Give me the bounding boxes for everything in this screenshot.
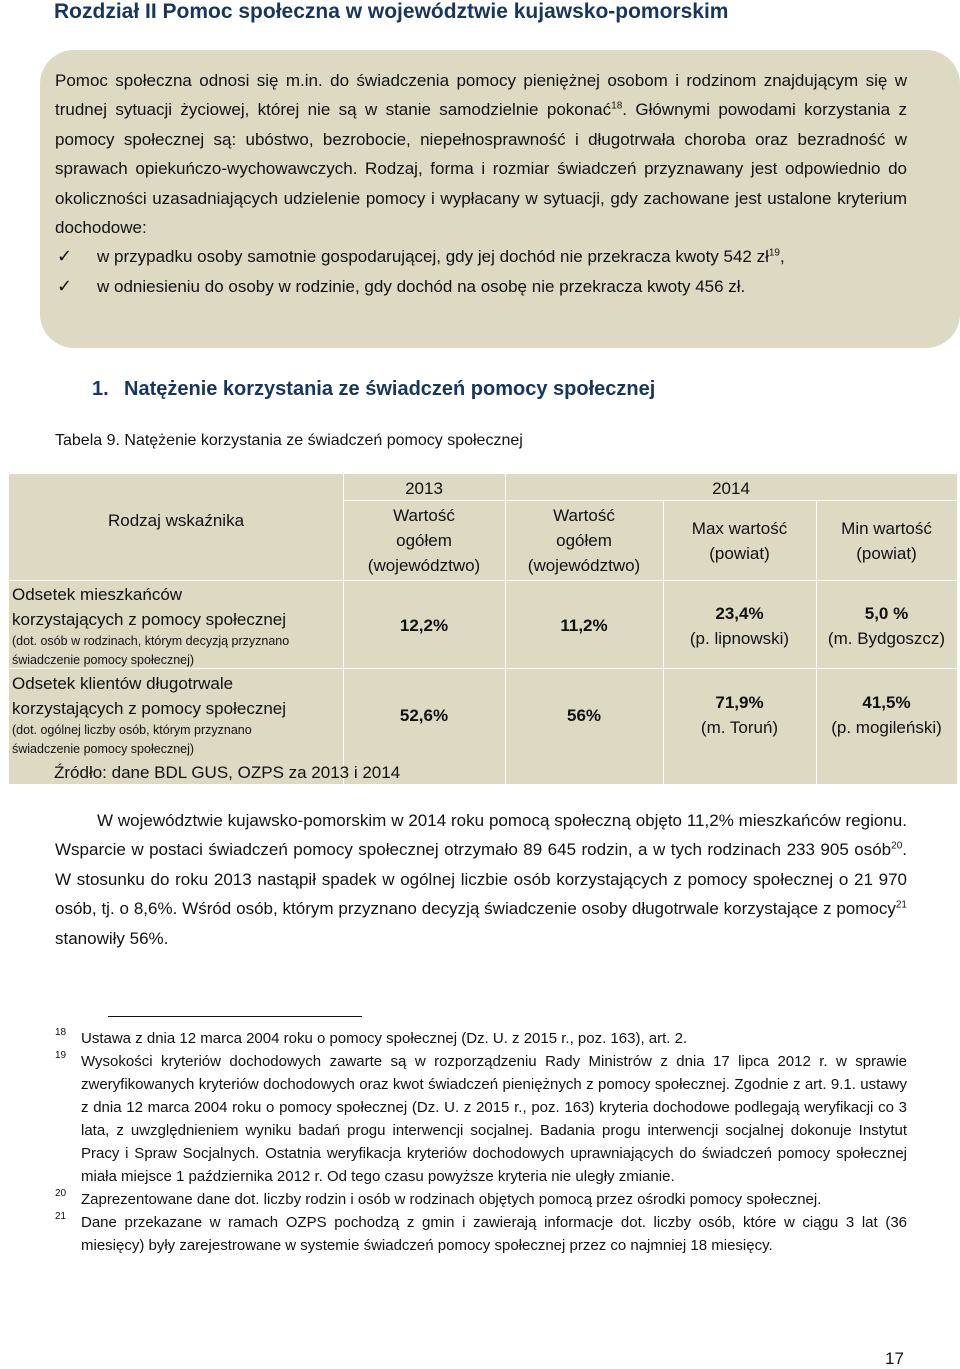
chapter-title: Rozdział II Pomoc społeczna w województwie kujawsko-pomorskim [54,0,729,23]
section-number: 1. [92,378,109,400]
criteria-list [55,242,907,301]
indicator-note: (dot. osób w rodzinach, którym decyzją przyznano [12,634,290,648]
body-text-a: W województwie kujawsko-pomorskim w 2014 roku pomocą społeczną objęto 11,2% mieszkańców regionu. Wsparcie w postaci świadczeń pomocy społecznej otrzymało 89 645 rodzin, a w tych rodzinach 233 905 osób [55,811,907,860]
indicator-note: świadczenie pomocy społecznej) [12,742,195,756]
header-total-2014 [505,503,663,578]
table-source: Źródło: dane BDL GUS, OZPS za 2013 i 2014 [54,763,401,782]
max-value: 23,4% [715,604,764,623]
value-2014: 11,2% [560,616,608,635]
value-2013: 52,6% [399,706,449,725]
footnote-text: Ustawa z dnia 12 marca 2004 roku o pomocy społecznej (Dz. U. z 2015 r., poz. 163), art. 2. [81,1030,688,1047]
footnote-ref-18[interactable]: 18 [611,100,623,112]
criteria-item-family [55,272,907,301]
header-line: (województwo) [367,556,481,575]
footnote-18 [55,1027,907,1050]
checkmark-icon: ✓ [57,246,73,268]
criteria-item-text: w odniesieniu do osoby w rodzinie, gdy dochód na osobę nie przekracza kwoty 456 zł. [97,276,746,296]
body-text-b: . W stosunku do roku 2013 nastąpił spadek w ogólnej liczbie osób korzystających z pomocy społecznej o 21 970 osób, tj. o 8,6%. Wśród osób, którym przyznano decyzją świadczenie osoby długotrwale korzystające z pomocy [55,840,907,919]
header-line: (powiat) [856,544,917,563]
section-heading [92,378,655,401]
table-divider [9,580,957,581]
value-max [663,601,816,651]
indicator-note: świadczenie pomocy społecznej) [12,653,195,667]
intro-paragraph [55,66,907,242]
indicator-name: korzystających z pomocy społecznej [12,610,287,629]
table-row-indicator [12,671,342,759]
intro-text [55,66,907,301]
value-min [816,690,957,740]
header-line: Min wartość [841,519,932,538]
body-paragraph [55,806,907,953]
header-min [816,516,957,566]
footnote-text: Dane przekazane w ramach OZPS pochodzą z gmin i zawierają informacje dot. liczby osób, które w ciągu 3 lat (36 miesięcy) były zarejestrowane w systemie świadczeń pomocy społecznej przez co najmniej 18 miesięcy. [81,1214,907,1254]
header-line: ogółem [556,531,612,550]
value-2013: 12,2% [399,616,449,635]
table-caption: Tabela 9. Natężenie korzystania ze świadczeń pomocy społecznej [55,432,523,449]
footnote-number: 19 [55,1050,67,1061]
indicator-name: Odsetek klientów długotrwale [12,674,234,693]
criteria-item-end: , [780,247,785,267]
max-place: (p. lipnowski) [689,629,790,648]
value-min [816,601,957,651]
indicator-note: (dot. ogólnej liczby osób, którym przyznano [12,723,252,737]
header-max [663,516,816,566]
max-value: 71,9% [715,693,764,712]
footnote-text: Zaprezentowane dane dot. liczby rodzin i osób w rodzinach objętych pomocą przez ośrodki pomocy społecznej. [81,1191,822,1208]
footnote-ref-19[interactable]: 19 [768,247,780,259]
footnote-number: 20 [55,1188,67,1199]
footnote-separator [108,1016,362,1017]
footnote-text: Wysokości kryteriów dochodowych zawarte są w rozporządzeniu Rady Ministrów z dnia 17 lipca 2012 r. w sprawie zweryfikowanych kryteriów dochodowych oraz kwot świadczeń pieniężnych z pomocy społecznej. Zgodnie z art. 9.1. ustawy z dnia 12 marca 2004 roku o pomocy społecznej (Dz. U. z 2015 r., poz. 163) kryteria dochodowe podlegają weryfikacji co 3 lata, z uwzględnieniem wyniku badań progu interwencji socjalnej. Badania progu interwencji socjalnej dokonuje Instytut Pracy i Spraw Socjalnych. Ostatnia weryfikacja kryteriów dochodowych uprawniających do świadczeń pomocy społecznej miała miejsce 1 października 2012 r. Od tego czasu powyższe kryteria nie uległy zmianie. [81,1053,907,1185]
min-place: (m. Bydgoszcz) [827,629,946,648]
footnote-21 [55,1211,907,1257]
footnote-ref-20[interactable]: 20 [891,840,903,852]
body-text-c: stanowiły 56%. [55,928,169,948]
body-text [55,806,907,953]
footnote-19 [55,1050,907,1188]
min-value: 41,5% [862,693,911,712]
header-line: Wartość [393,506,455,525]
header-line: (województwo) [527,556,641,575]
footnote-number: 18 [55,1027,67,1038]
max-place: (m. Toruń) [700,718,779,737]
indicator-name: Odsetek mieszkańców [12,585,183,604]
min-place: (p. mogileński) [831,718,942,737]
header-line: Wartość [553,506,615,525]
intro-paragraph-text-b: . Głównymi powodami korzystania z pomocy społecznej są: ubóstwo, bezrobocie, niepełnosprawność i długotrwała choroba oraz bezradność w sprawach opiekuńczo-wychowawczych. Rodzaj, forma i rozmiar świadczeń przyznawany jest odpowiednio do okoliczności uzasadniających udzielenie pomocy i wypłacany w sytuacji, gdy zachowane jest ustalone kryterium dochodowe: [55,100,907,238]
footnote-20 [55,1188,907,1211]
value-max [663,690,816,740]
value-2014: 56% [566,706,602,725]
header-year-2013: 2013 [405,479,443,498]
min-value: 5,0 % [864,604,909,623]
criteria-item-text: w przypadku osoby samotnie gospodarującej, gdy jej dochód nie przekracza kwoty 542 zł [97,247,769,267]
checkmark-icon: ✓ [57,275,73,297]
footnotes [55,1027,907,1257]
page-number: 17 [885,1349,904,1368]
footnote-ref-21[interactable]: 21 [895,899,907,911]
indicator-name: korzystających z pomocy społecznej [12,699,287,718]
header-line: (powiat) [709,544,770,563]
criteria-item-single [55,242,907,271]
intro-paragraph-text-a: Pomoc społeczna odnosi się m.in. do świadczenia pomocy pieniężnej osobom i rodzinom znajdującym się w trudnej sytuacji życiowej, której nie są w stanie samodzielnie pokonać [55,71,907,120]
footnote-number: 21 [55,1211,67,1222]
table-row-indicator [12,582,342,670]
header-line: ogółem [396,531,452,550]
header-line: Max wartość [691,519,788,538]
header-indicator: Rodzaj wskaźnika [107,511,245,530]
header-year-2014: 2014 [712,479,750,498]
section-title: Natężenie korzystania ze świadczeń pomocy społecznej [124,378,656,400]
header-total-2013 [343,503,505,578]
